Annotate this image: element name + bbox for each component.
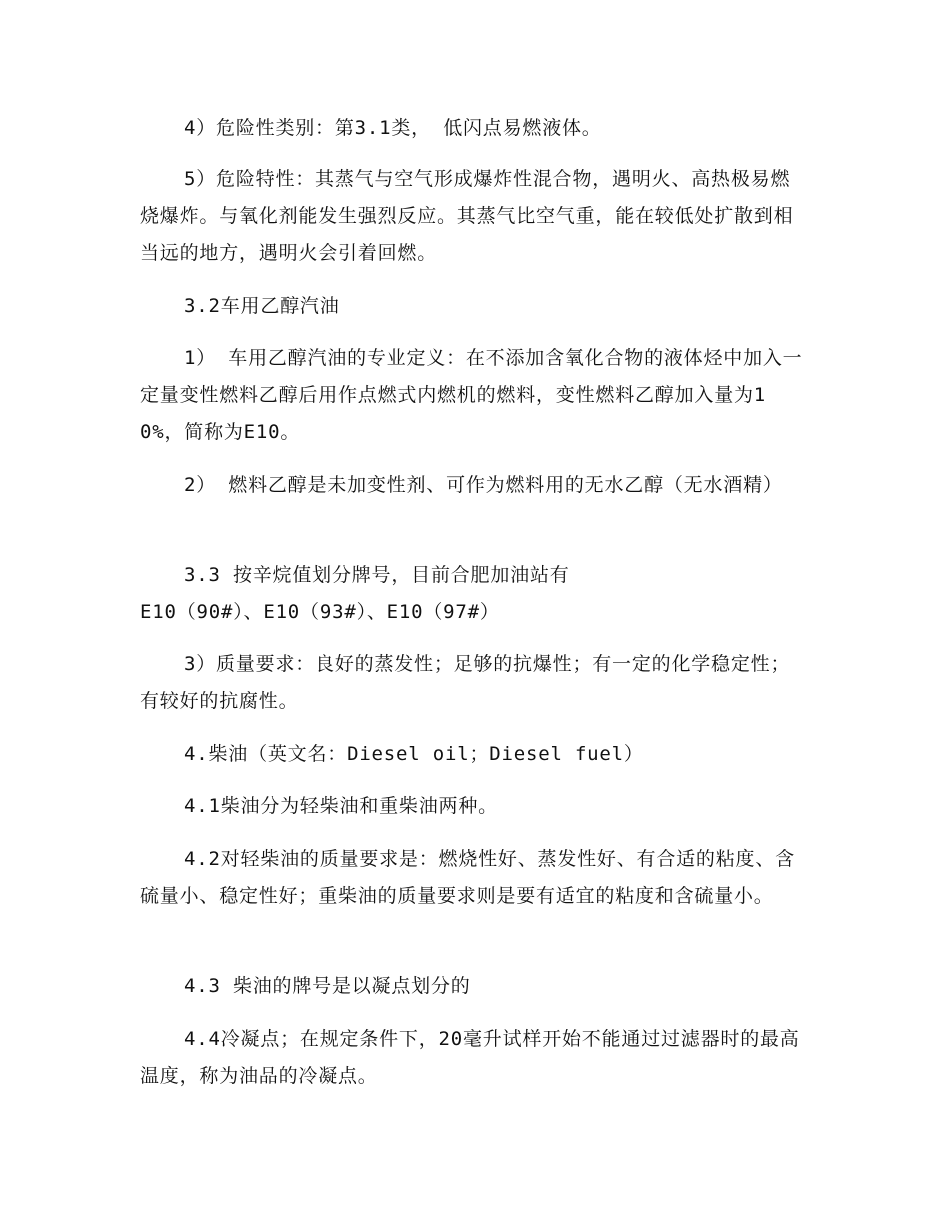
paragraph-light-diesel-quality: 4.2对轻柴油的质量要求是：燃烧性好、蒸发性好、有合适的粘度、含硫量小、稳定性好；重柴油的质量要求则是要有适宜的粘度和含硫量小。 <box>140 848 795 907</box>
paragraph-hazard-class: 4）危险性类别：第3.1类， 低闪点易燃液体。 <box>184 117 602 139</box>
paragraph-hazard-characteristics: 5）危险特性：其蒸气与空气形成爆炸性混合物，遇明火、高热极易燃烧爆炸。与氧化剂能发生强烈反应。其蒸气比空气重，能在较低处扩散到相当远的地方，遇明火会引着回燃。 <box>140 168 794 264</box>
section-heading-diesel: 4.柴油（英文名：Diesel oil；Diesel fuel） <box>184 743 644 765</box>
paragraph-ethanol-gasoline-definition: 1） 车用乙醇汽油的专业定义：在不添加含氧化合物的液体烃中加入一定量变性燃料乙醇后用作点燃式内燃机的燃料，变性燃料乙醇加入量为10%，简称为E10。 <box>140 347 803 443</box>
paragraph-fuel-ethanol: 2） 燃料乙醇是未加变性剂、可作为燃料用的无水乙醇（无水酒精） <box>184 474 783 496</box>
octane-grades-line-2: E10（90#）、E10（93#）、E10（97#） <box>140 601 500 623</box>
paragraph-diesel-types: 4.1柴油分为轻柴油和重柴油两种。 <box>184 795 498 817</box>
section-heading-ethanol-gasoline: 3.2车用乙醇汽油 <box>184 295 340 317</box>
octane-grades-line-1: 3.3 按辛烷值划分牌号，目前合肥加油站有 <box>184 564 570 586</box>
paragraph-diesel-grade: 4.3 柴油的牌号是以凝点划分的 <box>184 975 471 997</box>
paragraph-cold-filter-plugging-point: 4.4冷凝点；在规定条件下，20毫升试样开始不能通过过滤器时的最高温度，称为油品的冷凝点。 <box>140 1028 800 1087</box>
paragraph-octane-grades <box>140 557 810 594</box>
paragraph-quality-requirements: 3）质量要求：良好的蒸发性；足够的抗爆性；有一定的化学稳定性；有较好的抗腐性。 <box>140 653 791 712</box>
paragraph-octane-grades-list <box>140 594 810 631</box>
